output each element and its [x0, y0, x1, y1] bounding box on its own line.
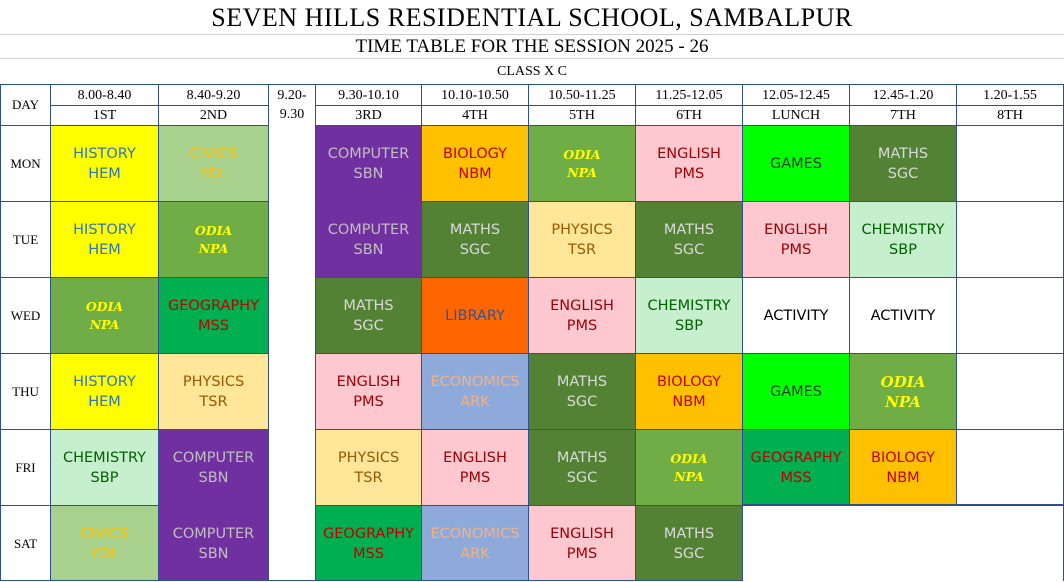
day-label: SAT	[0, 505, 50, 581]
teacher-code: PMS	[459, 469, 491, 486]
subject-name: MATHS	[877, 145, 929, 162]
teacher-code: NBM	[458, 165, 492, 182]
timetable-cell	[635, 201, 742, 277]
teacher-code: SGC	[566, 469, 598, 486]
timetable-cell	[956, 353, 1063, 429]
teacher-code: NPA	[89, 316, 120, 332]
timetable-cell	[50, 277, 158, 353]
timetable-cell	[50, 429, 158, 505]
timetable-cell	[956, 429, 1063, 505]
subject-name: BIOLOGY	[871, 449, 935, 466]
timetable-cell	[849, 201, 956, 277]
timetable-cell	[158, 277, 268, 353]
timetable-cell	[421, 353, 528, 429]
timetable-cell	[742, 201, 849, 277]
period-header: 3RD	[315, 105, 421, 125]
timetable-cell	[528, 277, 635, 353]
teacher-code: YDL	[90, 545, 119, 562]
teacher-code: PMS	[566, 317, 598, 334]
subject-name: ACTIVITY	[870, 307, 936, 324]
teacher-code: SBN	[198, 545, 229, 562]
subject-name: GEOGRAPHY	[750, 449, 842, 466]
period-header: 9.30	[268, 105, 315, 125]
timetable-cell	[635, 505, 742, 581]
time-slot-header: 8.40-9.20	[158, 84, 268, 105]
timetable-cell	[315, 125, 421, 201]
time-slot-header: 10.50-11.25	[528, 84, 635, 105]
time-slot-header: 12.45-1.20	[849, 84, 956, 105]
teacher-code: SBP	[90, 469, 119, 486]
teacher-code: MSS	[780, 469, 812, 486]
break-cell	[268, 201, 315, 277]
teacher-code: TSR	[354, 469, 383, 486]
timetable-cell	[421, 125, 528, 201]
timetable-cell	[635, 277, 742, 353]
time-slot-header: 9.20-	[268, 84, 315, 105]
subject-name: ODIA	[880, 372, 926, 391]
subject-name: HISTORY	[73, 373, 136, 390]
teacher-code: TSR	[199, 393, 228, 410]
time-slot-header: 8.00-8.40	[50, 84, 158, 105]
teacher-code: HEM	[88, 165, 121, 182]
school-title: SEVEN HILLS RESIDENTIAL SCHOOL, SAMBALPUR	[0, 0, 1064, 35]
teacher-code: TSR	[567, 241, 597, 258]
subject-name: COMPUTER	[327, 221, 410, 238]
timetable-cell	[315, 201, 421, 277]
teacher-code: PMS	[353, 393, 384, 410]
timetable-cell	[956, 505, 1063, 581]
teacher-code: ARK	[460, 545, 490, 562]
timetable-cell	[849, 125, 956, 201]
timetable-cell	[50, 353, 158, 429]
teacher-code: NPA	[674, 468, 704, 484]
timetable-cell	[158, 125, 268, 201]
teacher-code: MSS	[198, 317, 229, 334]
timetable-cell	[635, 353, 742, 429]
teacher-code: NPA	[885, 392, 921, 411]
period-header: 2ND	[158, 105, 268, 125]
subject-name: ECONOMICS	[430, 525, 520, 542]
time-slot-header: 10.10-10.50	[421, 84, 528, 105]
subject-name: CIVICS	[80, 525, 129, 542]
timetable-cell	[849, 353, 956, 429]
period-header: LUNCH	[742, 105, 849, 125]
teacher-code: SGC	[459, 241, 491, 258]
period-header: 4TH	[421, 105, 528, 125]
subject-name: GAMES	[769, 383, 823, 400]
teacher-code: PMS	[780, 241, 812, 258]
subject-name: MATHS	[449, 221, 501, 238]
break-cell	[268, 429, 315, 505]
time-slot-header: 12.05-12.45	[742, 84, 849, 105]
subject-name: ODIA	[563, 146, 601, 162]
teacher-code: SBN	[353, 165, 384, 182]
teacher-code: HEM	[88, 241, 121, 258]
timetable-cell	[421, 277, 528, 353]
timetable-cell	[849, 505, 956, 581]
break-cell	[268, 353, 315, 429]
subject-name: PHYSICS	[182, 373, 245, 390]
subject-name: ACTIVITY	[763, 307, 829, 324]
subject-name: HISTORY	[73, 221, 136, 238]
teacher-code: NPA	[198, 240, 229, 256]
time-slot-header: 11.25-12.05	[635, 84, 742, 105]
class-label: CLASS X C	[496, 64, 568, 79]
timetable-cell	[956, 277, 1063, 353]
subject-name: PHYSICS	[337, 449, 400, 466]
timetable-cell	[315, 429, 421, 505]
timetable-cell	[956, 201, 1063, 277]
subject-name: ODIA	[670, 450, 708, 466]
day-label: THU	[0, 353, 50, 429]
period-header: 5TH	[528, 105, 635, 125]
timetable-cell	[158, 505, 268, 581]
subject-name: CHEMISTRY	[861, 221, 945, 238]
timetable-cell	[635, 125, 742, 201]
subject-name: ENGLISH	[764, 221, 828, 238]
timetable-cell	[956, 125, 1063, 201]
subject-name: COMPUTER	[172, 525, 255, 542]
teacher-code: SGC	[887, 165, 919, 182]
teacher-code: YDL	[199, 165, 228, 182]
timetable-cell	[528, 429, 635, 505]
subject-name: ENGLISH	[336, 373, 401, 390]
timetable-cell	[742, 125, 849, 201]
timetable-cell	[742, 429, 849, 505]
teacher-code: HEM	[88, 393, 121, 410]
session-subtitle: TIME TABLE FOR THE SESSION 2025 - 26	[0, 35, 1064, 59]
timetable-cell	[635, 429, 742, 505]
subject-name: MATHS	[556, 449, 608, 466]
subject-name: PHYSICS	[551, 221, 613, 238]
teacher-code: SBN	[198, 469, 229, 486]
timetable-cell	[158, 353, 268, 429]
subject-name: HISTORY	[73, 145, 136, 162]
subject-name: CHEMISTRY	[647, 297, 731, 314]
teacher-code: MSS	[353, 545, 384, 562]
timetable-cell	[421, 429, 528, 505]
subject-name: ENGLISH	[550, 525, 614, 542]
timetable-cell	[849, 277, 956, 353]
timetable-cell	[528, 201, 635, 277]
timetable-cell	[158, 429, 268, 505]
time-slot-header: 1.20-1.55	[956, 84, 1063, 105]
day-label: FRI	[0, 429, 50, 505]
day-label: MON	[0, 125, 50, 201]
teacher-code: SBN	[353, 241, 384, 258]
subject-name: CHEMISTRY	[62, 449, 147, 466]
teacher-code: PMS	[673, 165, 705, 182]
timetable-cell	[315, 277, 421, 353]
timetable-cell	[742, 277, 849, 353]
subject-name: BIOLOGY	[443, 145, 507, 162]
subject-name: COMPUTER	[327, 145, 410, 162]
subject-name: MATHS	[663, 221, 715, 238]
timetable-cell	[315, 505, 421, 581]
teacher-code: NBM	[672, 393, 706, 410]
subject-name: ENGLISH	[657, 145, 721, 162]
subject-name: GEOGRAPHY	[323, 525, 414, 542]
subject-name: MATHS	[343, 297, 394, 314]
day-label: TUE	[0, 201, 50, 277]
timetable-cell	[528, 353, 635, 429]
period-header: 6TH	[635, 105, 742, 125]
subject-name: COMPUTER	[172, 449, 255, 466]
break-cell	[268, 505, 315, 581]
time-slot-header: 9.30-10.10	[315, 84, 421, 105]
subject-name: ODIA	[194, 222, 233, 238]
period-header: 1ST	[50, 105, 158, 125]
timetable-cell	[742, 353, 849, 429]
timetable-cell	[849, 429, 956, 505]
subject-name: GEOGRAPHY	[168, 297, 259, 314]
day-header: DAY	[0, 84, 50, 125]
break-cell	[268, 277, 315, 353]
subject-name: BIOLOGY	[657, 373, 721, 390]
timetable-cell	[742, 505, 849, 581]
timetable-cell	[421, 505, 528, 581]
subject-name: CIVICS	[189, 145, 238, 162]
subject-name: GAMES	[769, 155, 823, 172]
day-label: WED	[0, 277, 50, 353]
teacher-code: SBP	[675, 317, 703, 334]
teacher-code: PMS	[566, 545, 598, 562]
subject-name: MATHS	[663, 525, 715, 542]
teacher-code: SBP	[889, 241, 917, 258]
period-header: 7TH	[849, 105, 956, 125]
subject-name: LIBRARY	[445, 307, 505, 324]
timetable-cell	[158, 201, 268, 277]
timetable-cell	[50, 125, 158, 201]
timetable-cell	[528, 125, 635, 201]
timetable-cell	[50, 505, 158, 581]
timetable-cell	[421, 201, 528, 277]
teacher-code: SGC	[673, 241, 705, 258]
subject-name: ECONOMICS	[430, 373, 520, 390]
teacher-code: NPA	[567, 164, 597, 180]
teacher-code: ARK	[460, 393, 490, 410]
subject-name: ENGLISH	[443, 449, 507, 466]
timetable-cell	[528, 505, 635, 581]
period-header: 8TH	[956, 105, 1063, 125]
subject-name: ODIA	[85, 298, 124, 314]
break-cell	[268, 125, 315, 201]
teacher-code: SGC	[353, 317, 384, 334]
timetable-cell	[315, 353, 421, 429]
subject-name: MATHS	[556, 373, 608, 390]
teacher-code: SGC	[673, 545, 705, 562]
teacher-code: SGC	[566, 393, 598, 410]
subject-name: ENGLISH	[550, 297, 614, 314]
timetable-cell	[50, 201, 158, 277]
teacher-code: NBM	[886, 469, 920, 486]
